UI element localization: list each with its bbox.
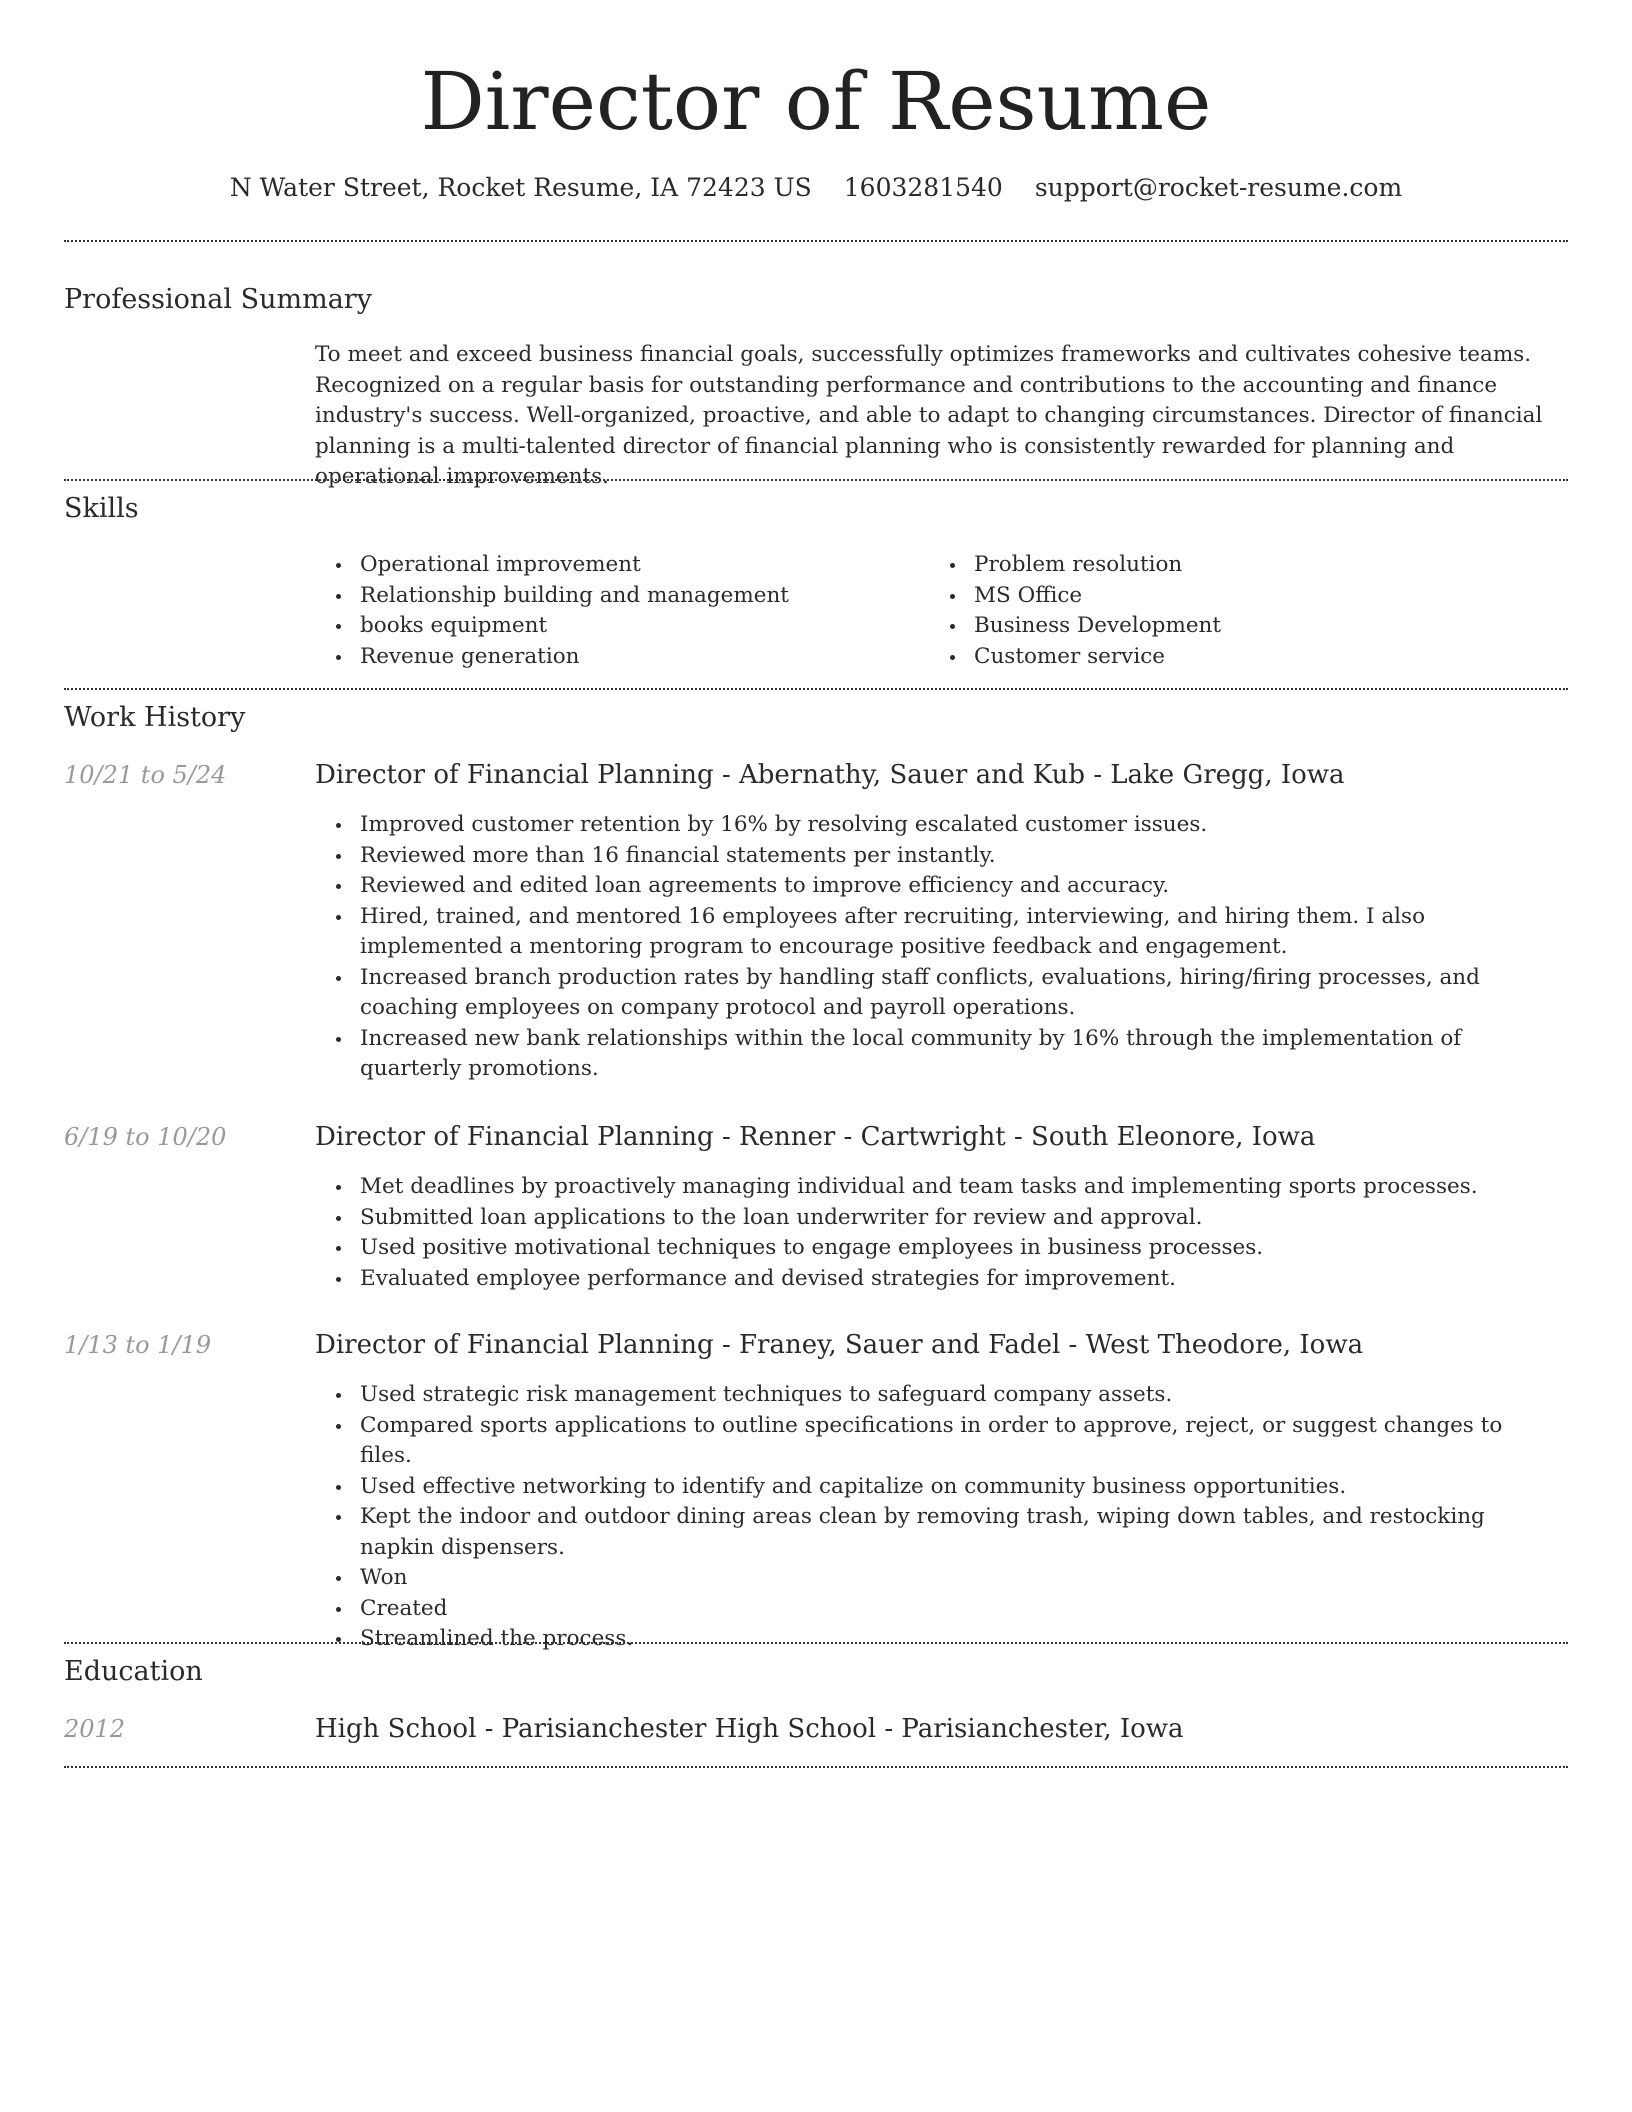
- job-heading: Director of Financial Planning - Franey, Sauer and Fadel - West Theodore, Iowa: [315, 1330, 1364, 1360]
- job-bullet: Reviewed more than 16 financial statements per instantly.: [360, 841, 1555, 872]
- skill-item: Problem resolution: [974, 550, 1529, 581]
- job-bullet: Increased new bank relationships within the local community by 16% through the implementation of quarterly promotions.: [360, 1024, 1555, 1085]
- job-dates: 10/21 to 5/24: [64, 761, 227, 789]
- job-heading: Director of Financial Planning - Renner - Cartwright - South Eleonore, Iowa: [315, 1122, 1316, 1152]
- skills-column-right: [929, 550, 1529, 672]
- skill-item: Relationship building and management: [360, 581, 915, 612]
- divider: [64, 1766, 1568, 1768]
- job-bullet: Hired, trained, and mentored 16 employees after recruiting, interviewing, and hiring them. I also implemented a mentoring program to encourage positive feedback and engagement.: [360, 902, 1555, 963]
- job-bullet: Kept the indoor and outdoor dining areas clean by removing trash, wiping down tables, and restocking napkin dispensers.: [360, 1502, 1555, 1563]
- candidate-name: Director of Resume: [420, 55, 1212, 148]
- skills-column-left: [315, 550, 915, 672]
- address: N Water Street, Rocket Resume, IA 72423 US: [229, 173, 812, 202]
- email[interactable]: support@rocket-resume.com: [1034, 173, 1403, 202]
- job-bullet: Streamlined the process.: [360, 1624, 1555, 1655]
- work-history-heading: Work History: [64, 702, 246, 733]
- job-bullet: Created: [360, 1594, 1555, 1625]
- job-bullet: Submitted loan applications to the loan underwriter for review and approval.: [360, 1203, 1555, 1234]
- job-bullet: Used strategic risk management techniques to safeguard company assets.: [360, 1380, 1555, 1411]
- job-bullet: Compared sports applications to outline specifications in order to approve, reject, or suggest changes to files.: [360, 1411, 1555, 1472]
- skill-item: MS Office: [974, 581, 1529, 612]
- job-bullet: Met deadlines by proactively managing individual and team tasks and implementing sports processes.: [360, 1172, 1555, 1203]
- job-bullet: Won: [360, 1563, 1555, 1594]
- job-bullets: [315, 1172, 1555, 1294]
- divider: [64, 1642, 1568, 1644]
- job-bullet: Used positive motivational techniques to engage employees in business processes.: [360, 1233, 1555, 1264]
- skill-item: Customer service: [974, 642, 1529, 673]
- job-bullet: Improved customer retention by 16% by resolving escalated customer issues.: [360, 810, 1555, 841]
- job-dates: 1/13 to 1/19: [64, 1331, 212, 1359]
- job-bullets: [315, 1380, 1555, 1655]
- contact-line: [0, 170, 1632, 206]
- summary-text: To meet and exceed business financial goals, successfully optimizes frameworks and cultivates cohesive teams. Recognized on a regular basis for outstanding performance and contributions to the accounting and finance industry's success. Well-organized, proactive, and able to adapt to changing circumstances. Director of financial planning is a multi-talented director of financial planning who is consistently rewarded for planning and operational improvements.: [315, 342, 1543, 489]
- education-year: 2012: [64, 1715, 126, 1743]
- job-bullet: Increased branch production rates by handling staff conflicts, evaluations, hiring/firing processes, and coaching employees on company protocol and payroll operations.: [360, 963, 1555, 1024]
- skill-item: books equipment: [360, 611, 915, 642]
- summary-heading: Professional Summary: [64, 284, 372, 315]
- phone: 1603281540: [843, 173, 1003, 202]
- skill-item: Business Development: [974, 611, 1529, 642]
- skills-heading: Skills: [64, 493, 139, 524]
- job-heading: Director of Financial Planning - Abernathy, Sauer and Kub - Lake Gregg, Iowa: [315, 760, 1345, 790]
- job-bullet: Reviewed and edited loan agreements to improve efficiency and accuracy.: [360, 871, 1555, 902]
- education-heading: Education: [64, 1656, 203, 1687]
- skill-item: Revenue generation: [360, 642, 915, 673]
- job-bullet: Used effective networking to identify and capitalize on community business opportunities.: [360, 1472, 1555, 1503]
- skill-item: Operational improvement: [360, 550, 915, 581]
- job-bullet: Evaluated employee performance and devised strategies for improvement.: [360, 1264, 1555, 1295]
- education-heading-line: High School - Parisianchester High School - Parisianchester, Iowa: [315, 1714, 1184, 1744]
- job-bullets: [315, 810, 1555, 1085]
- divider: [64, 240, 1568, 242]
- job-dates: 6/19 to 10/20: [64, 1123, 227, 1151]
- divider: [64, 688, 1568, 690]
- divider: [64, 479, 1568, 481]
